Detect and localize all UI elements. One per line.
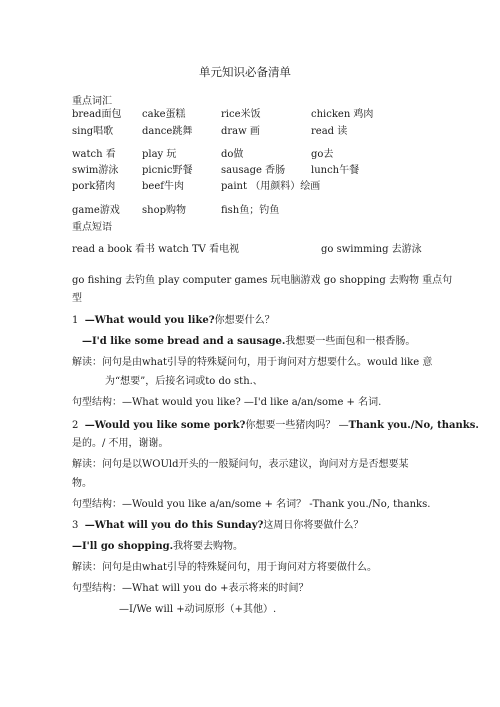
page-title: 单元知识必备清单 — [199, 65, 291, 79]
vocab-row — [72, 148, 472, 161]
vocab-item: beef牛肉 — [142, 181, 184, 192]
sentence-3-question: 3 —What will you do this Sunday?这周日你将要做什么？ — [72, 520, 364, 531]
sentence-1-explanation: 解读：问句是由what引导的特殊疑问句，用于询问对方想要什么。would like 意 — [72, 357, 433, 368]
sentence-1-structure: 句型结构：—What would you like? —I'd like a/an/some + 名词. — [72, 397, 382, 408]
vocab-item: shop购物 — [142, 205, 186, 216]
sentence-1-explanation: 为“想要”，后接名词或to do sth.、 — [105, 376, 263, 387]
vocab-item: read 读 — [311, 126, 348, 137]
vocab-item: game游戏 — [72, 205, 120, 216]
vocab-item: go去 — [311, 149, 334, 160]
phrase-line: 型 — [72, 293, 82, 304]
vocab-row — [72, 180, 472, 193]
phrase-line: go fishing 去钓鱼 play computer games 玩电脑游戏 go shopping 去购物 重点句 — [72, 275, 453, 286]
vocab-item: watch 看 — [72, 149, 116, 160]
vocab-item: rice米饭 — [221, 109, 261, 120]
sentence-2-explanation: 解读：问句是以WOUld开头的一般疑问句，表示建议，询问对方是否想要某 — [72, 459, 409, 470]
vocab-item: dance跳舞 — [142, 126, 193, 137]
vocab-row — [72, 125, 472, 138]
sentence-1-question: 1 —What would you like?你想要什么？ — [72, 315, 275, 326]
vocab-item: chicken 鸡肉 — [311, 109, 374, 120]
phrase-line: read a book 看书 watch TV 看电视 — [72, 244, 240, 255]
vocab-item: bread面包 — [72, 109, 122, 120]
vocab-row — [72, 108, 472, 121]
vocab-row — [72, 164, 472, 177]
sentence-2-structure: 句型结构：—Would you like a/an/some + 名词？ -Thank you./No, thanks. — [72, 499, 431, 510]
sentence-3-answer: —I'll go shopping.我将要去购物。 — [72, 541, 244, 552]
phrase-heading: 重点短语 — [72, 222, 112, 233]
sentence-1-answer: —I'd like some bread and a sausage.我想要一些面包和一根香肠。 — [82, 336, 416, 347]
sentence-2-explanation: 物。 — [72, 478, 92, 489]
vocab-item: draw 画 — [221, 126, 260, 137]
sentence-2-question: 2 —Would you like some pork?你想要一些猪肉吗？ —Thank you./No, thanks. — [72, 420, 479, 431]
sentence-3-structure: —I/We will +动词原形（+其他）. — [119, 604, 277, 615]
vocab-item: paint （用颜料）绘画 — [221, 181, 321, 192]
vocab-item: swim游泳 — [72, 165, 119, 176]
vocab-item: sausage 香肠 — [221, 165, 286, 176]
vocab-item: fish鱼；钓鱼 — [221, 205, 280, 216]
sentence-3-structure: 句型结构：—What will you do +表示将来的时间？ — [72, 583, 309, 594]
sentence-3-explanation: 解读：问句是由what引导的特殊疑问句，用于询问对方将要做什么。 — [72, 562, 377, 573]
vocab-item: play 玩 — [142, 149, 177, 160]
phrase-line: go swimming 去游泳 — [321, 244, 422, 255]
vocab-row — [72, 204, 472, 217]
vocab-item: pork猪肉 — [72, 181, 116, 192]
vocab-item: lunch午餐 — [311, 165, 360, 176]
vocab-item: picnic野餐 — [142, 165, 193, 176]
vocab-item: sing唱歌 — [72, 126, 114, 137]
vocab-item: do做 — [221, 149, 244, 160]
vocab-item: cake蛋糕 — [142, 109, 186, 120]
vocab-heading: 重点词汇 — [72, 96, 112, 107]
sentence-2-answer: 是的。/ 不用，谢谢。 — [72, 438, 169, 449]
